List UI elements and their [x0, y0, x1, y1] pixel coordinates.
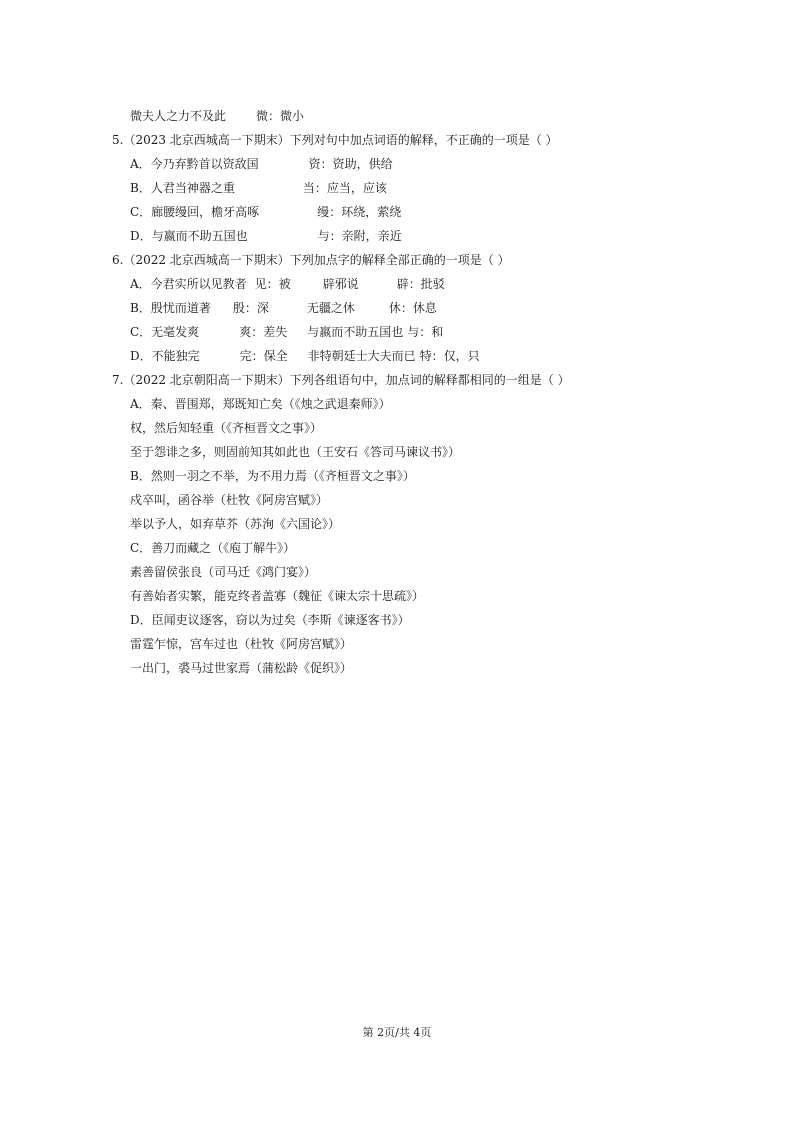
- text-segment: D．臣闻吏议逐客，窃以为过矣（李斯《谏逐客书》）: [130, 613, 410, 627]
- text-segment: 资：资助，供给: [308, 157, 393, 171]
- answer-line: [130, 636, 352, 652]
- answer-line: [130, 588, 424, 604]
- text-segment: 至于怨诽之多，则固前知其如此也（王安石《答司马谏议书》）: [130, 445, 461, 459]
- text-segment: 辟邪说: [322, 277, 359, 291]
- text-segment: A．今乃弃黔首以资敌国: [130, 157, 259, 171]
- text-segment: 休：休息: [388, 301, 437, 315]
- text-segment: C．廊腰缦回，檐牙高啄: [130, 205, 260, 219]
- text-segment: 缦：环绕，萦绕: [317, 205, 402, 219]
- text-segment: C．无毫发爽: [130, 325, 200, 339]
- text-segment: A．秦、晋围郑，郑既知亡矣（《烛之武退秦师》）: [130, 397, 391, 411]
- text-segment: D．不能独完: [130, 349, 200, 363]
- text-segment: 与：亲附，亲近: [317, 229, 402, 243]
- text-segment: B．殷忧而道著: [130, 301, 211, 315]
- question-stem: [112, 252, 510, 268]
- answer-line: [130, 564, 316, 580]
- text-segment: 殷：深: [232, 301, 269, 315]
- text-segment: B．人君当神器之重: [130, 181, 235, 195]
- answer-line: [130, 420, 322, 436]
- answer-line: [130, 276, 445, 292]
- text-segment: 完：保全: [239, 349, 288, 363]
- text-segment: 辟：批驳: [396, 277, 445, 291]
- answer-line: [130, 396, 391, 412]
- text-segment: 6.（2022 北京西城高一下期末）下列加点字的解释全部正确的一项是（ ）: [112, 253, 510, 267]
- text-segment: B．然则一羽之不举，为不用力焉（《齐桓晋文之事》）: [130, 469, 415, 483]
- question-stem: [112, 132, 558, 148]
- text-segment: 爽：差失: [239, 325, 288, 339]
- text-segment: 见：被: [254, 277, 291, 291]
- answer-line: [130, 612, 410, 628]
- answer-line: [130, 540, 295, 556]
- answer-line: [130, 660, 352, 676]
- text-segment: 素善留侯张良（司马迁《鸿门宴》）: [130, 565, 317, 579]
- answer-line: [130, 180, 387, 196]
- answer-line: [130, 156, 393, 172]
- text-segment: 特：仅，只: [419, 349, 480, 363]
- question-stem: [112, 372, 570, 388]
- text-segment: 与：和: [407, 325, 444, 339]
- text-segment: 当：应当，应该: [302, 181, 387, 195]
- text-segment: 权，然后知轻重（《齐桓晋文之事》）: [130, 421, 323, 435]
- text-segment: 一出门，裘马过世家焉（蒲松龄《促织》）: [130, 661, 353, 675]
- answer-line: [130, 468, 415, 484]
- answer-line: [130, 492, 328, 508]
- text-segment: 戍卒叫，函谷举（杜牧《阿房宫赋》）: [130, 493, 329, 507]
- text-segment: D．与嬴而不助五国也: [130, 229, 248, 243]
- answer-line: [130, 516, 340, 532]
- text-segment: 雷霆乍惊，宫车过也（杜牧《阿房宫赋》）: [130, 637, 353, 651]
- answer-line: [130, 204, 401, 220]
- text-segment: 有善始者实繁，能克终者盖寡（魏征《谏太宗十思疏》）: [130, 589, 425, 603]
- text-segment: 非特朝廷士大夫而已: [307, 349, 416, 363]
- answer-line: [130, 108, 304, 124]
- page-footer: 第 2页/共 4页: [362, 1026, 432, 1039]
- text-segment: 与嬴而不助五国也: [307, 325, 404, 339]
- answer-line: [130, 300, 437, 316]
- answer-line: [130, 444, 460, 460]
- text-segment: 7.（2022 北京朝阳高一下期末）下列各组语句中，加点词的解释都相同的一组是（ ）: [112, 373, 570, 387]
- text-segment: C．善刀而藏之（《庖丁解牛》）: [130, 541, 296, 555]
- text-segment: 无疆之休: [306, 301, 355, 315]
- text-segment: 微：微小: [256, 109, 305, 123]
- answer-line: [130, 228, 402, 244]
- text-segment: 举以予人，如弃草芥（苏洵《六国论》）: [130, 517, 341, 531]
- answer-line: [130, 348, 480, 364]
- answer-line: [130, 324, 443, 340]
- text-segment: A．今君实所以见教者: [130, 277, 247, 291]
- text-segment: 5.（2023 北京西城高一下期末）下列对句中加点词语的解释，不正确的一项是（ ）: [112, 133, 558, 147]
- text-segment: 微夫人之力不及此: [130, 109, 227, 123]
